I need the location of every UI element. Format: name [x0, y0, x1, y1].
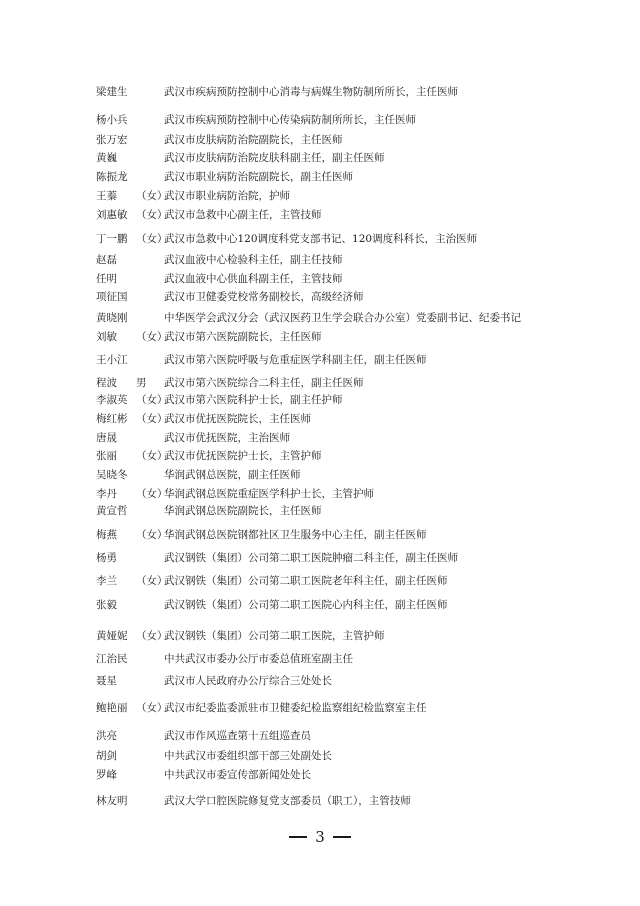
entry-gender: （女）	[136, 209, 168, 221]
entry-description: 华润武钢总医院重症医学科护士长，主管护师	[164, 488, 374, 500]
list-item	[96, 628, 566, 644]
entry-description: 中共武汉市委宣传部新闻处处长	[164, 769, 311, 781]
entry-gender: （女）	[136, 529, 168, 541]
entry-description: 华润武钢总医院钢都社区卫生服务中心主任，副主任医师	[164, 529, 427, 541]
entry-gender: （女）	[136, 413, 168, 425]
list-item	[96, 793, 566, 809]
entry-gender: （女）	[136, 488, 168, 500]
entry-description: 武汉血液中心检验科主任，副主任技师	[164, 254, 343, 266]
list-item	[96, 207, 566, 223]
list-item	[96, 728, 566, 744]
list-item	[96, 329, 566, 345]
list-item	[96, 271, 566, 287]
entry-description: 武汉市第六医院科护士长，副主任护师	[164, 394, 343, 406]
entry-description: 武汉市急救中心副主任，主管技师	[164, 209, 322, 221]
footer-dash-left	[289, 836, 307, 837]
list-item	[96, 527, 566, 543]
entry-name: 刘敏	[96, 331, 117, 343]
list-item	[96, 700, 566, 716]
entry-name: 聂星	[96, 675, 117, 687]
entry-name: 陈振龙	[96, 171, 128, 183]
entry-description: 武汉市优抚医院院长，主任医师	[164, 413, 311, 425]
list-item	[96, 289, 566, 305]
entry-description: 武汉市疾病预防控制中心传染病防制所所长，主任医师	[164, 114, 416, 126]
entry-gender: （女）	[136, 630, 168, 642]
entry-name: 梅红彬	[96, 413, 128, 425]
list-item	[96, 112, 566, 128]
entry-name: 张丽	[96, 450, 117, 462]
page-footer	[0, 826, 640, 848]
entry-description: 武汉市优抚医院护士长，主管护师	[164, 450, 322, 462]
entry-name: 鲍艳丽	[96, 702, 128, 714]
list-item	[96, 673, 566, 689]
entry-gender: （女）	[136, 575, 168, 587]
list-item	[96, 550, 566, 566]
entry-description: 武汉钢铁（集团）公司第二职工医院老年科主任，副主任医师	[164, 575, 448, 587]
entry-description: 武汉市急救中心120调度科党支部书记、120调度科科长，主治医师	[164, 233, 478, 245]
entry-description: 武汉市职业病防治院副院长，副主任医师	[164, 171, 353, 183]
entry-gender: （女）	[136, 450, 168, 462]
entry-description: 中华医学会武汉分会（武汉医药卫生学会联合办公室）党委副书记、纪委书记	[164, 312, 521, 324]
entry-description: 武汉市卫健委党校常务副校长，高级经济师	[164, 291, 364, 303]
entry-description: 武汉市第六医院综合二科主任，副主任医师	[164, 377, 364, 389]
entry-description: 武汉钢铁（集团）公司第二职工医院心内科主任，副主任医师	[164, 599, 448, 611]
list-item	[96, 169, 566, 185]
entry-name: 梁建生	[96, 86, 128, 98]
list-item	[96, 188, 566, 204]
entry-description: 武汉市纪委监委派驻市卫健委纪检监察组纪检监察室主任	[164, 702, 427, 714]
entry-name: 洪亮	[96, 730, 117, 742]
list-item	[96, 150, 566, 166]
entry-description: 武汉市人民政府办公厅综合三处处长	[164, 675, 332, 687]
list-item	[96, 310, 566, 326]
entry-name: 黄宣哲	[96, 505, 128, 517]
entry-name: 江治民	[96, 653, 128, 665]
entry-description: 武汉大学口腔医院修复党支部委员（职工），主管技师	[164, 795, 411, 807]
entry-description: 华润武钢总医院，副主任医师	[164, 469, 301, 481]
list-item	[96, 231, 566, 247]
entry-name: 李淑英	[96, 394, 128, 406]
entry-description: 武汉市优抚医院，主治医师	[164, 432, 290, 444]
list-item	[96, 448, 566, 464]
list-item	[96, 597, 566, 613]
entry-name: 张毅	[96, 599, 117, 611]
list-item	[96, 132, 566, 148]
entry-name: 丁一鹏	[96, 233, 128, 245]
entry-name: 杨小兵	[96, 114, 128, 126]
entry-name: 张万宏	[96, 134, 128, 146]
entry-description: 武汉市疾病预防控制中心消毒与病媒生物防制所所长，主任医师	[164, 86, 458, 98]
entry-name: 任明	[96, 273, 117, 285]
list-item	[96, 392, 566, 408]
entry-description: 武汉市第六医院呼吸与危重症医学科副主任，副主任医师	[164, 354, 427, 366]
entry-name: 杨勇	[96, 552, 117, 564]
entry-name: 罗峰	[96, 769, 117, 781]
list-item	[96, 573, 566, 589]
entry-gender: （女）	[136, 331, 168, 343]
entry-name: 黄巍	[96, 152, 117, 164]
entry-name: 刘惠敏	[96, 209, 128, 221]
entry-name: 李兰	[96, 575, 117, 587]
entry-description: 武汉血液中心供血科副主任，主管技师	[164, 273, 343, 285]
entry-description: 中共武汉市委组织部干部三处副处长	[164, 750, 332, 762]
list-item	[96, 430, 566, 446]
entry-gender: （女）	[136, 394, 168, 406]
entry-description: 武汉市职业病防治院，护师	[164, 190, 290, 202]
entry-gender: （女）	[136, 190, 168, 202]
list-item	[96, 352, 566, 368]
entry-description: 武汉钢铁（集团）公司第二职工医院肿瘤二科主任，副主任医师	[164, 552, 458, 564]
entry-description: 武汉市皮肤病防治院皮肤科副主任，副主任医师	[164, 152, 385, 164]
list-item	[96, 252, 566, 268]
entry-description: 武汉市第六医院副院长，主任医师	[164, 331, 322, 343]
list-item	[96, 748, 566, 764]
entry-gender: （女）	[136, 233, 168, 245]
entry-name: 黄娅妮	[96, 630, 128, 642]
entry-name: 赵磊	[96, 254, 117, 266]
list-item	[96, 651, 566, 667]
entry-description: 武汉钢铁（集团）公司第二职工医院，主管护师	[164, 630, 385, 642]
entry-gender: 男	[136, 377, 147, 389]
entry-description: 武汉市作风巡查第十五组巡查员	[164, 730, 311, 742]
entry-gender: （女）	[136, 702, 168, 714]
list-item	[96, 84, 566, 100]
entry-name: 王小江	[96, 354, 128, 366]
entry-name: 林友明	[96, 795, 128, 807]
list-item	[96, 375, 566, 391]
list-item	[96, 486, 566, 502]
entry-description: 华润武钢总医院副院长，主任医师	[164, 505, 322, 517]
entry-description: 武汉市皮肤病防治院副院长，主任医师	[164, 134, 343, 146]
entry-name: 王蓁	[96, 190, 117, 202]
footer-dash-right	[333, 836, 351, 837]
entry-name: 梅燕	[96, 529, 117, 541]
entry-description: 中共武汉市委办公厅市委总值班室副主任	[164, 653, 353, 665]
entry-name: 黄晓刚	[96, 312, 128, 324]
entry-name: 项征国	[96, 291, 128, 303]
list-item	[96, 411, 566, 427]
list-item	[96, 503, 566, 519]
entry-name: 吴晓冬	[96, 469, 128, 481]
page-number: 3	[315, 828, 325, 846]
entry-name: 程波	[96, 377, 117, 389]
entry-name: 唐晟	[96, 432, 117, 444]
list-item	[96, 767, 566, 783]
entry-name: 李丹	[96, 488, 117, 500]
entry-name: 胡剑	[96, 750, 117, 762]
list-item	[96, 467, 566, 483]
